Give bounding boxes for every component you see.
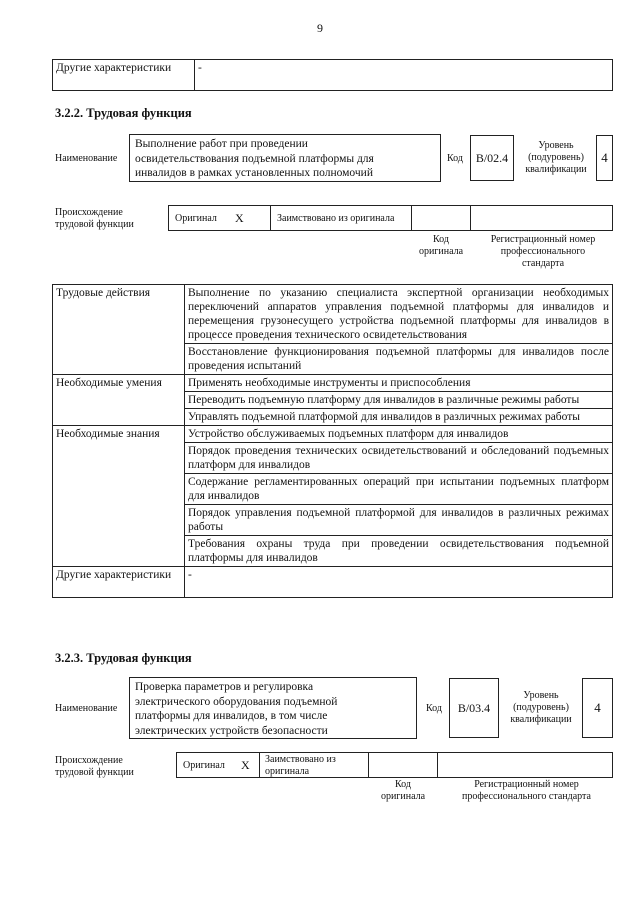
section-heading-323: 3.2.3. Трудовая функция xyxy=(55,651,192,665)
origin-borrowed-cell-2 xyxy=(259,752,369,778)
table-row xyxy=(53,60,613,91)
origin-code-cell-2 xyxy=(368,752,438,778)
table-row xyxy=(53,285,613,344)
function-name-box: Выполнение работ при проведении освидетельствования подъемной платформы для инвалидов в рамках установленных полномочий xyxy=(129,134,441,182)
level-value-box-2: 4 xyxy=(582,678,613,738)
table-row xyxy=(53,567,613,598)
level-label: Уровень (подуровень) квалификации xyxy=(525,140,587,175)
top-other-table xyxy=(52,59,613,91)
cell-text: Переводить подъемную платформу для инвалидов в различные режимы работы xyxy=(185,392,613,409)
page-number: 9 xyxy=(317,21,323,35)
level-label-2: Уровень (подуровень) квалификации xyxy=(510,690,572,725)
code-value-box: В/02.4 xyxy=(470,135,514,181)
origin-reg-cell xyxy=(470,205,613,231)
original-mark: X xyxy=(235,211,244,225)
cell-text: Выполнение по указанию специалиста экспертной организации необходимых переключений аппаратов управления подъемной платформы для инвалидов и перемещения грузонесущего устройства подъемной платформы для инвалидов в процессе проведения технического освидетельствования xyxy=(185,285,613,344)
row-label: Трудовые действия xyxy=(53,285,185,375)
origin-label-2: Происхождение трудовой функции xyxy=(55,755,134,778)
origin-reg-cell-2 xyxy=(437,752,613,778)
function-details-table xyxy=(52,284,613,598)
row-value: - xyxy=(195,60,613,91)
level-value-box: 4 xyxy=(596,135,613,181)
cell-text: Требования охраны труда при проведении освидетельствования подъемной платформы для инвалидов xyxy=(185,536,613,567)
origin-label: Происхождение трудовой функции xyxy=(55,207,134,230)
code-label-2: Код xyxy=(426,703,442,714)
function-name-box-2: Проверка параметров и регулировка электрического оборудования подъемной платформы для инвалидов, в том числе электрических устройств безопасности xyxy=(129,677,417,739)
borrowed-label: Заимствовано из оригинала xyxy=(277,213,395,224)
table-row xyxy=(53,426,613,443)
cell-text: Восстановление функционирования подъемной платформы для инвалидов после проведения испытаний xyxy=(185,344,613,375)
original-mark-2: X xyxy=(241,758,250,772)
borrowed-label-2: Заимствовано из оригинала xyxy=(265,754,336,777)
code-orig-label: Код оригинала xyxy=(418,234,464,257)
row-label: Необходимые знания xyxy=(53,426,185,567)
cell-text: Устройство обслуживаемых подъемных платформ для инвалидов xyxy=(185,426,613,443)
origin-code-cell xyxy=(411,205,471,231)
row-label: Другие характеристики xyxy=(53,567,185,598)
name-label: Наименование xyxy=(55,153,118,164)
reg-number-label: Регистрационный номер профессионального стандарта xyxy=(490,234,596,269)
reg-number-label-2: Регистрационный номер профессионального стандарта xyxy=(462,779,591,802)
cell-text: Содержание регламентированных операций при испытании подъемных платформ для инвалидов xyxy=(185,474,613,505)
cell-text: Управлять подъемной платформой для инвалидов в различных режимах работы xyxy=(185,409,613,426)
section-heading-322: 3.2.2. Трудовая функция xyxy=(55,106,192,120)
original-label-2: Оригинал xyxy=(183,760,225,771)
origin-borrowed-cell xyxy=(270,205,412,231)
row-label: Необходимые умения xyxy=(53,375,185,426)
cell-text: Порядок управления подъемной платформой для инвалидов в различных режимах работы xyxy=(185,505,613,536)
name-label-2: Наименование xyxy=(55,703,118,714)
cell-text: - xyxy=(185,567,613,598)
cell-text: Применять необходимые инструменты и приспособления xyxy=(185,375,613,392)
cell-text: Порядок проведения технических освидетельствований и обследований подъемных платформ для инвалидов xyxy=(185,443,613,474)
code-label: Код xyxy=(447,153,463,164)
row-label: Другие характеристики xyxy=(53,60,195,91)
code-value-box-2: В/03.4 xyxy=(449,678,499,738)
origin-original-cell-2 xyxy=(176,752,260,778)
table-row xyxy=(53,375,613,392)
code-orig-label-2: Код оригинала xyxy=(380,779,426,802)
origin-original-cell xyxy=(168,205,271,231)
original-label: Оригинал xyxy=(175,213,217,224)
